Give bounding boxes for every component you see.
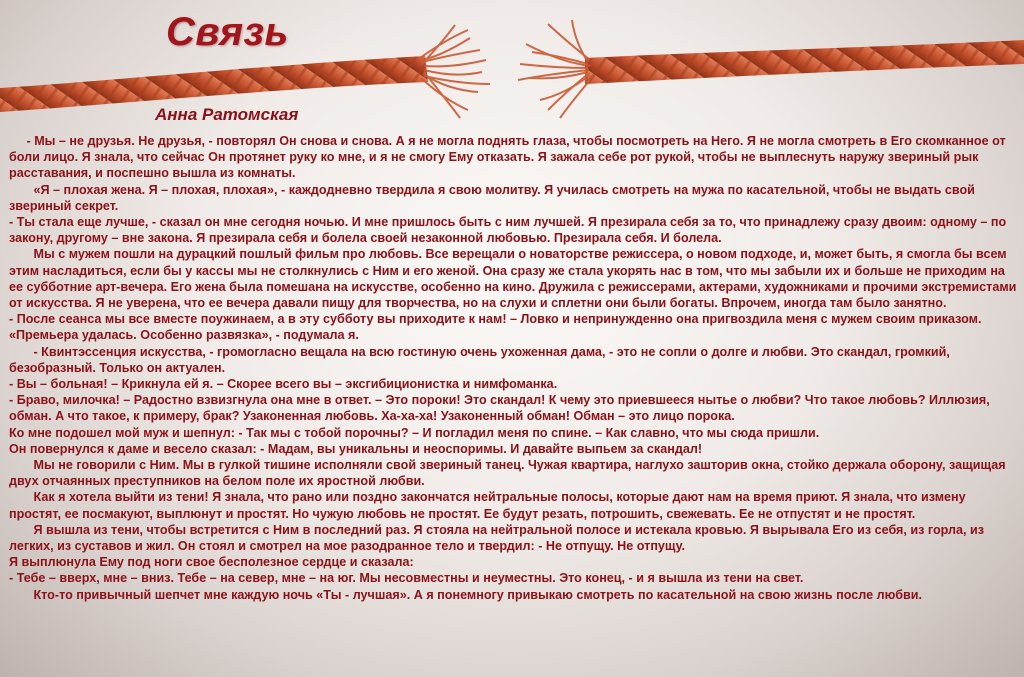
paragraph: - Браво, милочка! – Радостно взвизгнула она мне в ответ. – Это пороки! Это скандал! К чему это приевшееся нытье о любви? Что такое любовь? Иллюзия, обман. А что такое, к примеру, брак? Узаконенная любовь. Ха-ха-ха! Узаконенный обман! Обман – это лицо порока. — [9, 393, 990, 424]
broken-rope-illustration — [0, 0, 1024, 135]
paragraph: - Мы – не друзья. Не друзья, - повторял Он снова и снова. А я не могла поднять глаза, чтобы посмотреть на Него. Я не могла смотреть в Его скомканное от боли лицо. Я знала, что сейчас Он протянет руку ко мне, и я не смогу Ему отказать. Я зажала себе рот рукой, чтобы не выплеснуть наружу звериный рык расставания, и поспешно вышла из комнаты. — [9, 134, 1006, 181]
paragraph: Я вышла из тени, чтобы встретится с Ним в последний раз. Я стояла на нейтральной полосе и истекала кровью. Я вырывала Его из себя, из горла, из легких, из суставов и жил. Он стоял и смотрел на мое разодранное тело и твердил: - Не отпущу. Не отпущу. — [9, 522, 985, 554]
paragraph: Ко мне подошел мой муж и шепнул: - Так мы с тобой порочны? – И погладил меня по спине. – Как славно, что мы сюда пришли. — [9, 425, 820, 440]
author-name: Анна Ратомская — [155, 105, 299, 124]
paragraph: - Тебе – вверх, мне – вниз. Тебе – на север, мне – на юг. Мы несовместны и неуместны. Это конец, - и я вышла из тени на свет. — [9, 571, 804, 586]
paragraph: - Вы – больная! – Крикнула ей я. – Скорее всего вы – эксгибиционистка и нимфоманка. — [9, 377, 558, 392]
paragraph: - Квинтэссенция искусства, - громогласно вещала на всю гостиную очень ухоженная дама, - это не сопли о долге и любви. Это скандал, громкий, безобразный. Только он актуален. — [9, 344, 950, 375]
paragraph: Я выплюнула Ему под ноги свое бесполезное сердце и сказала: — [9, 555, 414, 570]
paragraph: «Я – плохая жена. Я – плохая, плохая», - каждодневно твердила я свою молитву. Я училась смотреть на мужа по касательной, чтобы не выдать свой звериный секрет. — [9, 182, 975, 213]
paragraph: Кто-то привычный шепчет мне каждую ночь «Ты - лучшая». А я понемногу привыкаю смотреть по касательной на свою жизнь после любви. — [9, 587, 922, 602]
story-title: Связь — [166, 10, 289, 54]
paragraph: - Ты стала еще лучше, - сказал он мне сегодня ночью. И мне пришлось быть с ним лучшей. Я презирала себя за то, что принадлежу сразу двоим: одному – по закону, другому – вне закона. Я презирала себя и болела своей незаконной любовью. Презирала себя. И болела. — [9, 215, 1007, 246]
right-rope-end — [518, 20, 1024, 118]
paragraph: Мы не говорили с Ним. Мы в гулкой тишине исполняли свой звериный танец. Чужая квартира, наглухо зашторив окна, стойко держала оборону, защищая двух отчаянных преступников на белом поле их яростной любви. — [9, 458, 1006, 489]
paragraph: Он повернулся к даме и весело сказал: - Мадам, вы уникальны и неоспоримы. И давайте выпьем за скандал! — [9, 441, 703, 456]
paragraph: Мы с мужем пошли на дурацкий пошлый фильм про любовь. Все верещали о новаторстве режиссера, о новом подходе, и, может быть, я смогла бы всем этим насладиться, если бы у кассы мы не столкнулись с Ним и его женой. Она сразу же стала укорять нас в том, что мы забыли их и больше не приходим на ее субботние арт-вечера. Его жена была помешана на искусстве, особенно на кино. Дружила с режиссерами, актерами, художниками и прочими экстремистами от искусства. Я не уверена, что ее вечера давали пищу для творчества, но на слухи и сплетни они были богаты. Впрочем, иногда там было занятно. — [9, 247, 1017, 311]
story-body — [9, 133, 1019, 603]
paragraph: Как я хотела выйти из тени! Я знала, что рано или поздно закончатся нейтральные полосы, которые дают нам на время приют. Я знала, что измену простят, ее посмакуют, выплюнут и простят. Но чужую любовь не простят. Ее будут резать, потрошить, свежевать. Ее не отпустят и не простят. — [9, 490, 966, 521]
paragraph: - После сеанса мы все вместе поужинаем, а в эту субботу вы приходите к нам! – Ловко и непринужденно она пригвоздила меня с мужем своим приказом. «Премьера удалась. Особенно развязка», - подумала я. — [9, 312, 982, 343]
